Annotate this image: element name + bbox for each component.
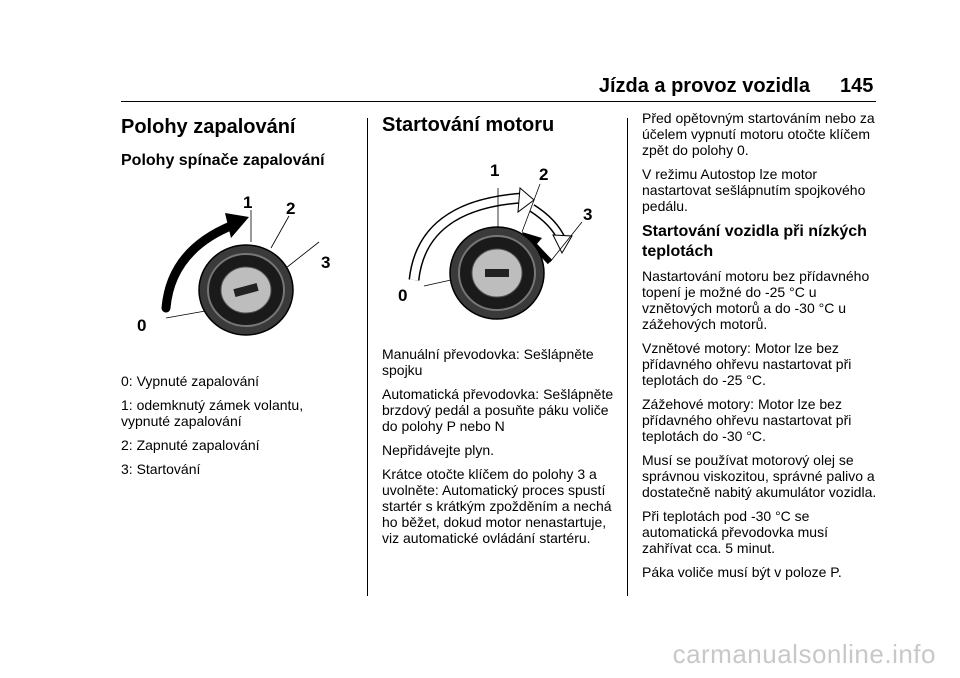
paragraph: Vznětové motory: Motor lze bez přídavného ohřevu nastartovat při teplotách do -25 °C.	[642, 340, 852, 388]
list-item: 1: odemknutý zámek volantu, vypnuté zapalování	[121, 397, 304, 429]
list-item: 3: Startování	[121, 461, 201, 477]
page-number: 145	[840, 75, 874, 97]
start-arc-head	[518, 188, 534, 212]
ignition-switch-figure	[121, 180, 361, 350]
paragraph: Při teplotách pod -30 °C se automatická převodovka musí zahřívat cca. 5 minut.	[642, 508, 828, 556]
column-divider-1	[367, 118, 368, 596]
watermark: carmanualsonline.info	[672, 639, 936, 669]
position-label-1: 1	[243, 193, 253, 212]
column-divider-2	[627, 118, 628, 596]
paragraph: Manuální převodovka: Sešlápněte spojku	[382, 346, 594, 378]
paragraph: Krátce otočte klíčem do polohy 3 a uvolněte: Automatický proces spustí startér s krátkým zpožděním a nechá ho běžet, dokud motor nenastartuje, viz automatické ovládání startéru.	[382, 466, 612, 546]
key-slot	[485, 269, 509, 277]
position-label-2: 2	[539, 165, 549, 184]
list-item: 2: Zapnuté zapalování	[121, 437, 260, 453]
section-heading-starting-engine: Startování motoru	[382, 114, 555, 136]
paragraph: Zážehové motory: Motor lze bez přídavného ohřevu nastartovat při teplotách do -30 °C.	[642, 396, 852, 444]
subheading-switch-positions: Polohy spínače zapalování	[121, 152, 325, 169]
subheading-low-temperature-start: Startování vozidla při nízkých teplotách	[642, 223, 867, 260]
paragraph: Nastartování motoru bez přídavného topení je možné do -25 °C u vznětových motorů a do -30 °C u zážehových motorů.	[642, 268, 870, 332]
column-1	[121, 115, 356, 171]
position-label-3: 3	[321, 253, 331, 272]
header-rule	[121, 101, 876, 102]
list-item: 0: Vypnuté zapalování	[121, 373, 260, 389]
position-label-0: 0	[137, 316, 147, 335]
engine-start-figure	[382, 150, 617, 330]
position-label-2: 2	[286, 199, 296, 218]
position-label-0: 0	[398, 286, 408, 305]
position-label-3: 3	[583, 205, 593, 224]
column-2-heading	[382, 113, 617, 137]
paragraph: Musí se používat motorový olej se správnou viskozitou, správné palivo a dostatečně nabitý akumulátor vozidla.	[642, 452, 877, 500]
position-label-1: 1	[490, 161, 500, 180]
leader-line-2	[271, 216, 289, 248]
column-3	[642, 110, 877, 588]
column-2-text	[382, 346, 617, 554]
paragraph: Před opětovným startováním nebo za účelem vypnutí motoru otočte klíčem zpět do polohy 0.	[642, 110, 875, 158]
paragraph: Nepřidávejte plyn.	[382, 442, 495, 458]
paragraph: Páka voliče musí být v poloze P.	[642, 564, 842, 580]
section-heading-ignition-positions: Polohy zapalování	[121, 116, 296, 138]
leader-line-3	[286, 242, 319, 268]
paragraph: Automatická převodovka: Sešlápněte brzdový pedál a posuňte páku voliče do polohy P nebo N	[382, 386, 614, 434]
running-header-title: Jízda a provoz vozidla	[598, 75, 810, 97]
paragraph: V režimu Autostop lze motor nastartovat sešlápnutím spojkového pedálu.	[642, 166, 866, 214]
position-list	[121, 373, 356, 485]
rotation-arrow-head	[225, 213, 249, 238]
